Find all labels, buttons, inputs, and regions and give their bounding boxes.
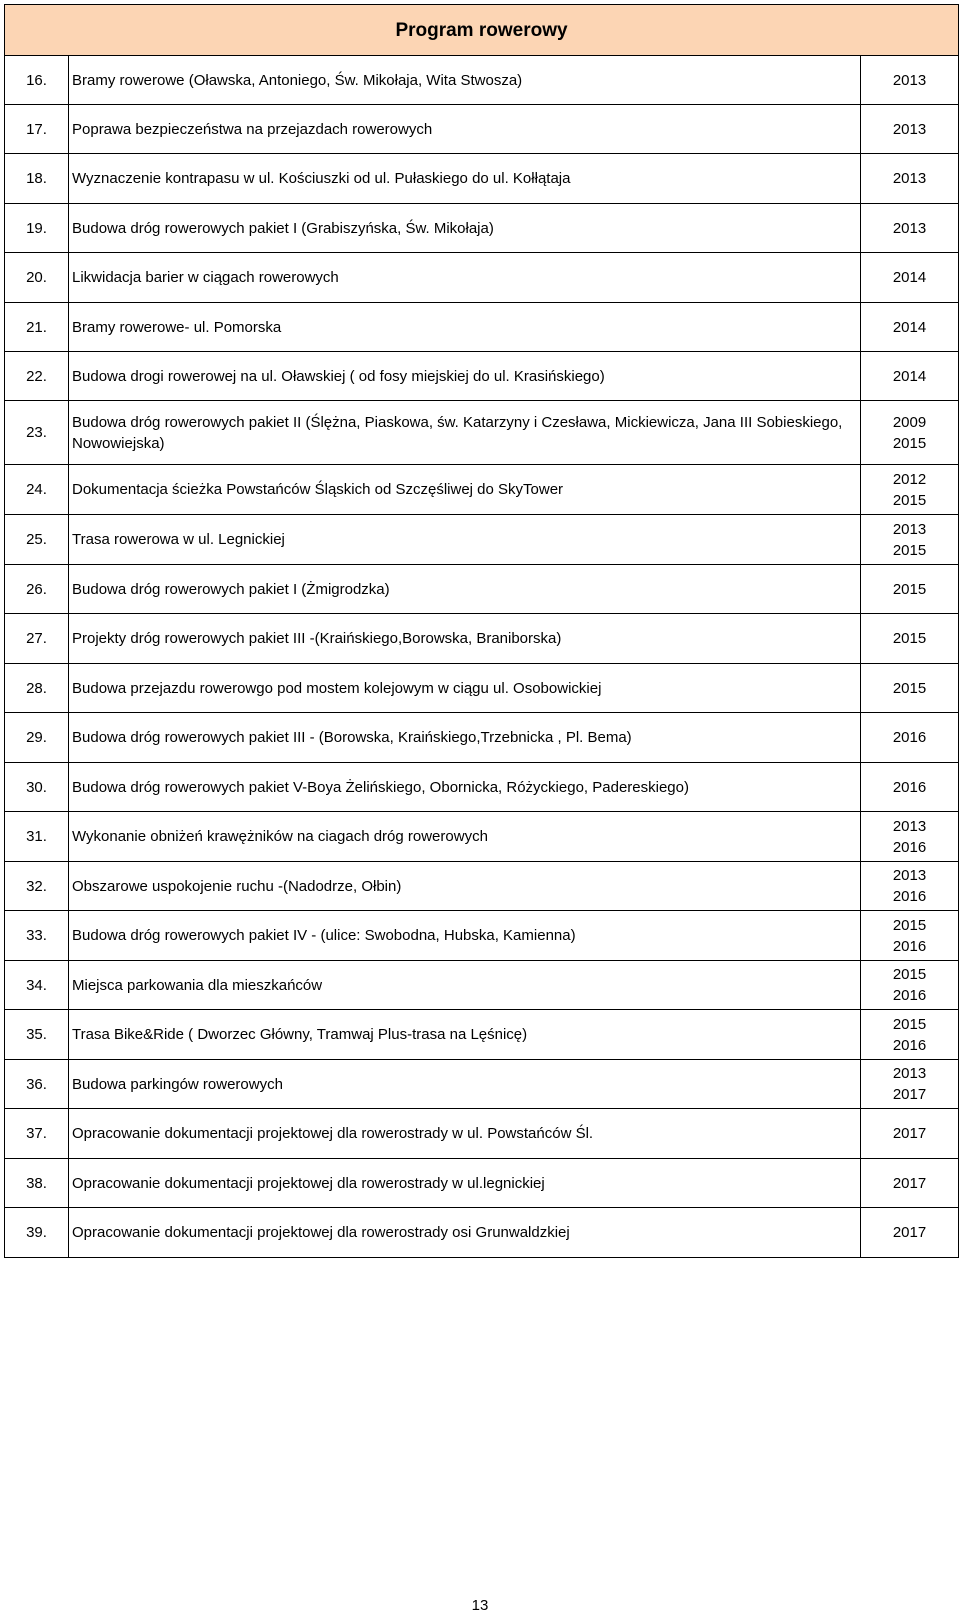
year-value: 2015 [892,916,927,934]
table-row [5,1109,959,1159]
item-years [861,1060,959,1109]
item-number: 26. [5,565,69,614]
year-value: 2017 [892,1224,927,1241]
item-years [861,1159,959,1208]
table-row [5,105,959,154]
item-number: 20. [5,253,69,303]
item-number: 39. [5,1208,69,1258]
table-row [5,1060,959,1109]
table-row [5,664,959,713]
page-number: 13 [471,1597,489,1614]
year-value: 2016 [892,987,927,1004]
table-row [5,961,959,1010]
item-years [861,961,959,1010]
year-value: 2015 [892,541,927,559]
table-row [5,1159,959,1208]
year-value: 2015 [892,434,927,452]
year-value: 2013 [892,71,927,89]
item-number: 29. [5,713,69,763]
item-years [861,352,959,401]
item-number: 27. [5,614,69,664]
item-number: 25. [5,515,69,565]
item-description: Wyznaczenie kontrapasu w ul. Kościuszki od ul. Pułaskiego do ul. Kołłątaja [69,154,861,204]
table-row [5,713,959,763]
year-value: 2015 [892,679,927,697]
item-number: 31. [5,812,69,862]
item-number: 24. [5,465,69,515]
year-value: 2014 [892,269,927,286]
year-value: 2015 [892,630,927,647]
year-value: 2016 [892,1036,927,1054]
item-number: 30. [5,763,69,812]
item-years [861,664,959,713]
table-header-row [5,5,959,56]
table-row [5,204,959,253]
year-value: 2016 [892,778,927,796]
item-number: 37. [5,1109,69,1159]
item-number: 38. [5,1159,69,1208]
table-title: Program rowerowy [5,5,959,56]
year-value: 2016 [892,888,927,905]
item-number: 36. [5,1060,69,1109]
item-number: 28. [5,664,69,713]
item-years [861,1109,959,1159]
item-description: Budowa dróg rowerowych pakiet III - (Borowska, Kraińskiego,Trzebnicka , Pl. Bema) [69,713,861,763]
item-number: 19. [5,204,69,253]
year-value: 2017 [892,1125,927,1142]
item-number: 16. [5,56,69,105]
item-years [861,154,959,204]
year-value: 2015 [892,1015,927,1033]
program-table [4,4,959,1258]
year-value: 2016 [892,937,927,955]
item-years [861,253,959,303]
item-years [861,303,959,352]
item-description: Opracowanie dokumentacji projektowej dla rowerostrady w ul.legnickiej [69,1159,861,1208]
year-value: 2015 [892,580,927,598]
table-row [5,56,959,105]
item-description: Budowa parkingów rowerowych [69,1060,861,1109]
item-description: Miejsca parkowania dla mieszkańców [69,961,861,1010]
year-value: 2009 [892,413,927,431]
item-description: Budowa dróg rowerowych pakiet I (Grabiszyńska, Św. Mikołaja) [69,204,861,253]
item-number: 33. [5,911,69,961]
year-value: 2013 [892,520,927,538]
item-years [861,614,959,664]
item-years [861,862,959,911]
year-value: 2013 [892,120,927,138]
item-description: Projekty dróg rowerowych pakiet III -(Kraińskiego,Borowska, Braniborska) [69,614,861,664]
year-value: 2016 [892,838,927,856]
item-years [861,465,959,515]
item-years [861,1010,959,1060]
table-row [5,911,959,961]
item-years [861,204,959,253]
table-row [5,565,959,614]
item-description: Bramy rowerowe- ul. Pomorska [69,303,861,352]
table-row [5,154,959,204]
item-years [861,911,959,961]
item-description: Budowa dróg rowerowych pakiet IV - (ulice: Swobodna, Hubska, Kamienna) [69,911,861,961]
item-description: Opracowanie dokumentacji projektowej dla rowerostrady w ul. Powstańców Śl. [69,1109,861,1159]
table-row [5,763,959,812]
year-value: 2013 [892,867,927,884]
item-years [861,1208,959,1258]
item-number: 22. [5,352,69,401]
year-value: 2013 [892,817,927,835]
year-value: 2016 [892,729,927,746]
item-description: Dokumentacja ścieżka Powstańców Śląskich od Szczęśliwej do SkyTower [69,465,861,515]
item-years [861,812,959,862]
item-years [861,105,959,154]
table-row [5,352,959,401]
item-description: Wykonanie obniżeń krawężników na ciagach dróg rowerowych [69,812,861,862]
year-value: 2015 [892,966,927,983]
item-description: Likwidacja barier w ciągach rowerowych [69,253,861,303]
table-row [5,253,959,303]
table-row [5,465,959,515]
item-description: Trasa Bike&Ride ( Dworzec Główny, Tramwaj Plus-trasa na Lęśnicę) [69,1010,861,1060]
item-description: Poprawa bezpieczeństwa na przejazdach rowerowych [69,105,861,154]
table-row [5,812,959,862]
table-row [5,303,959,352]
item-description: Budowa dróg rowerowych pakiet I (Żmigrodzka) [69,565,861,614]
item-number: 21. [5,303,69,352]
item-description: Budowa przejazdu rowerowgo pod mostem kolejowym w ciągu ul. Osobowickiej [69,664,861,713]
item-number: 32. [5,862,69,911]
year-value: 2014 [892,367,927,385]
year-value: 2014 [892,318,927,336]
year-value: 2013 [892,170,927,187]
item-years [861,565,959,614]
table-row [5,862,959,911]
item-years [861,763,959,812]
year-value: 2017 [892,1086,927,1103]
item-description: Opracowanie dokumentacji projektowej dla rowerostrady osi Grunwaldzkiej [69,1208,861,1258]
item-years [861,515,959,565]
table-row [5,1010,959,1060]
table-row [5,614,959,664]
item-description: Budowa dróg rowerowych pakiet II (Ślężna, Piaskowa, św. Katarzyny i Czesława, Mickiewicza, Jana III Sobieskiego, Nowowiejska) [69,401,861,465]
table-row [5,401,959,465]
table-row [5,515,959,565]
item-description: Bramy rowerowe (Oławska, Antoniego, Św. Mikołaja, Wita Stwosza) [69,56,861,105]
year-value: 2015 [892,491,927,509]
year-value: 2013 [892,219,927,237]
item-description: Budowa dróg rowerowych pakiet V-Boya Żelińskiego, Obornicka, Różyckiego, Padereskiego) [69,763,861,812]
year-value: 2013 [892,1065,927,1082]
item-number: 23. [5,401,69,465]
item-number: 18. [5,154,69,204]
table-body [5,56,959,1258]
year-value: 2012 [892,470,927,488]
item-years [861,401,959,465]
item-years [861,56,959,105]
item-number: 35. [5,1010,69,1060]
item-description: Obszarowe uspokojenie ruchu -(Nadodrze, Ołbin) [69,862,861,911]
year-value: 2017 [892,1174,927,1192]
item-years [861,713,959,763]
item-number: 17. [5,105,69,154]
item-description: Budowa drogi rowerowej na ul. Oławskiej ( od fosy miejskiej do ul. Krasińskiego) [69,352,861,401]
table-row [5,1208,959,1258]
item-description: Trasa rowerowa w ul. Legnickiej [69,515,861,565]
document-page [4,4,958,1258]
item-number: 34. [5,961,69,1010]
